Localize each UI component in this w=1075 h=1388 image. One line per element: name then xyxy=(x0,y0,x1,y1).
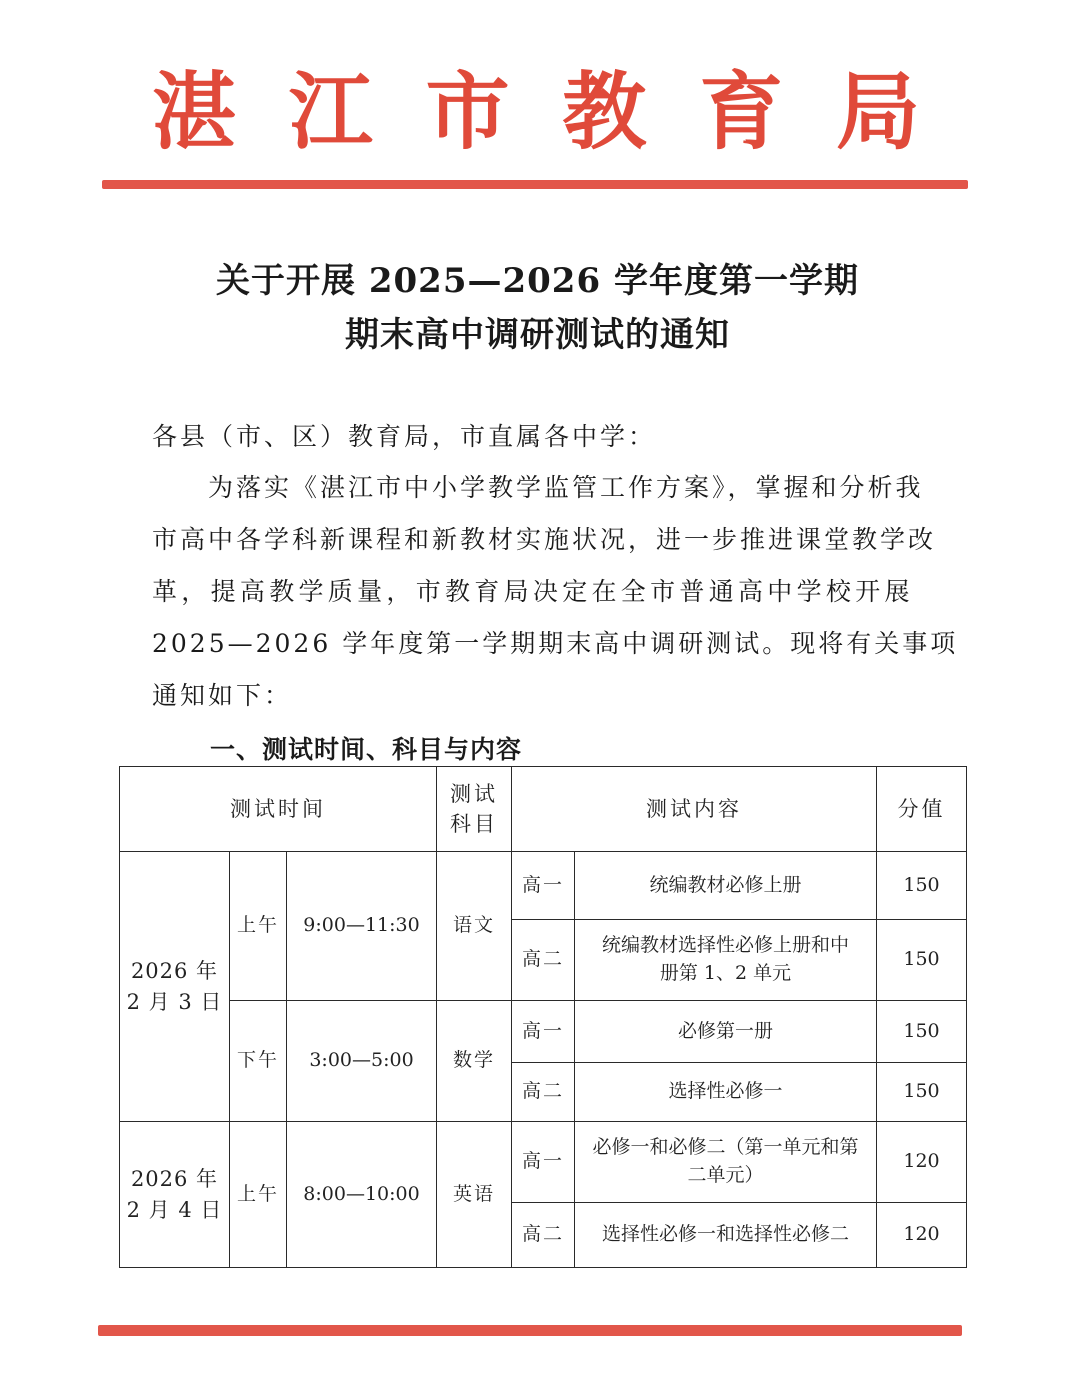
masthead-char: 江 xyxy=(288,62,373,161)
content-cell: 选择性必修一 xyxy=(575,1063,877,1122)
header-content: 测试内容 xyxy=(512,767,877,852)
grade-cell: 高一 xyxy=(512,852,575,920)
document-title-line1: 关于开展 2025—2026 学年度第一学期 xyxy=(216,261,859,301)
table-row xyxy=(120,1122,967,1203)
grade-cell: 高一 xyxy=(512,1122,575,1203)
content-cell: 统编教材必修上册 xyxy=(575,852,877,920)
content-cell: 必修第一册 xyxy=(575,1001,877,1063)
header-subject-l2: 科目 xyxy=(450,812,498,836)
date-day: 2 月 4 日 xyxy=(126,1197,223,1222)
content-line: 统编教材选择性必修上册和中 xyxy=(601,934,849,957)
paragraph-line: 2025—2026 学年度第一学期期末高中调研测试。现将有关事项 xyxy=(152,629,959,658)
date-year: 2026 年 xyxy=(130,1167,219,1192)
header-subject xyxy=(437,767,512,852)
header-rule xyxy=(102,180,968,189)
score-cell: 150 xyxy=(877,1063,967,1122)
paragraph-line: 革，提高教学质量，市教育局决定在全市普通高中学校开展 xyxy=(152,577,914,606)
content-cell: 选择性必修一和选择性必修二 xyxy=(575,1203,877,1268)
grade-cell: 高二 xyxy=(512,920,575,1001)
masthead-char: 局 xyxy=(835,62,920,161)
footer-rule xyxy=(98,1325,962,1336)
content-cell xyxy=(575,920,877,1001)
header-test-time: 测试时间 xyxy=(120,767,437,852)
exam-schedule-table xyxy=(119,766,967,1268)
masthead-char: 湛 xyxy=(152,62,237,161)
grade-cell: 高二 xyxy=(512,1063,575,1122)
content-line: 二单元） xyxy=(687,1164,764,1186)
time-cell: 9:00—11:30 xyxy=(287,852,437,1001)
date-cell xyxy=(120,1122,230,1268)
paragraph-line: 为落实《湛江市中小学教学监管工作方案》，掌握和分析我 xyxy=(152,473,924,502)
header-subject-l1: 测试 xyxy=(450,781,498,806)
period-cell: 下午 xyxy=(230,1001,287,1122)
content-line: 册第 1、2 单元 xyxy=(659,962,792,984)
section-heading: 一、测试时间、科目与内容 xyxy=(210,735,523,764)
masthead-char: 育 xyxy=(699,62,784,161)
time-cell: 3:00—5:00 xyxy=(287,1001,437,1122)
subject-cell: 语文 xyxy=(437,852,512,1001)
subject-cell: 数学 xyxy=(437,1001,512,1122)
table-row xyxy=(120,1001,967,1063)
date-year: 2026 年 xyxy=(130,959,219,984)
date-cell xyxy=(120,852,230,1122)
masthead xyxy=(100,62,970,162)
masthead-char: 教 xyxy=(562,62,647,161)
salutation: 各县（市、区）教育局，市直属各中学： xyxy=(152,422,657,451)
subject-cell: 英语 xyxy=(437,1122,512,1268)
header-score: 分值 xyxy=(877,767,967,852)
period-cell: 上午 xyxy=(230,852,287,1001)
score-cell: 150 xyxy=(877,920,967,1001)
period-cell: 上午 xyxy=(230,1122,287,1268)
paragraph-line: 通知如下： xyxy=(152,681,293,710)
table-row xyxy=(120,852,967,920)
date-day: 2 月 3 日 xyxy=(126,989,223,1014)
document-title-line2: 期末高中调研测试的通知 xyxy=(345,315,730,355)
content-line: 必修一和必修二（第一单元和第 xyxy=(592,1136,859,1159)
table-header-row xyxy=(120,767,967,852)
score-cell: 150 xyxy=(877,1001,967,1063)
time-cell: 8:00—10:00 xyxy=(287,1122,437,1268)
score-cell: 150 xyxy=(877,852,967,920)
masthead-char: 市 xyxy=(425,62,510,161)
score-cell: 120 xyxy=(877,1122,967,1203)
grade-cell: 高一 xyxy=(512,1001,575,1063)
grade-cell: 高二 xyxy=(512,1203,575,1268)
score-cell: 120 xyxy=(877,1203,967,1268)
paragraph-line: 市高中各学科新课程和新教材实施状况，进一步推进课堂教学改 xyxy=(152,525,937,554)
content-cell xyxy=(575,1122,877,1203)
